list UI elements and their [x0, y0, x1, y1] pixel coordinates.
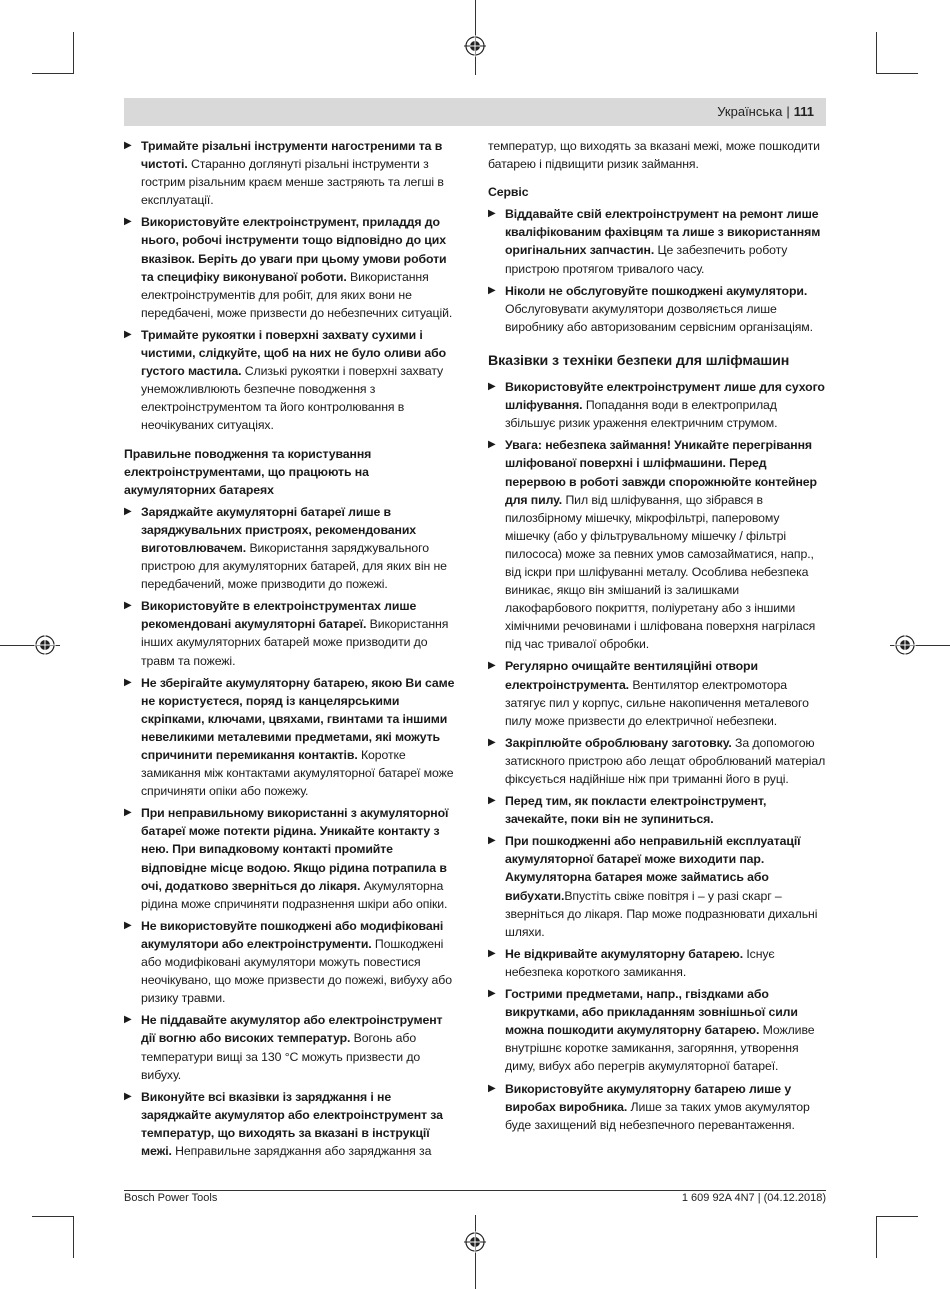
- bullet-item: [124, 597, 458, 669]
- service-bullet-list: [488, 205, 826, 336]
- bullet-bold-text: Ніколи не обслуговуйте пошкоджені акумулятори.: [505, 283, 808, 298]
- bullet-arrow-icon: ▶: [488, 439, 496, 451]
- header-text: Українська | 111: [717, 104, 814, 119]
- footer-doc-code: 1 609 92A 4N7 | (04.12.2018): [681, 1192, 826, 1204]
- bullet-body-text: Лише за таких умов акумулятор буде захищений від небезпечного перевантаження.: [505, 1099, 810, 1132]
- bullet-bold-text: Перед тим, як покласти електроінструмент, зачекайте, поки він не зупиниться.: [505, 794, 767, 827]
- bullet-bold-text: Тримайте різальні інструменти нагостреними та в чистоті.: [141, 139, 443, 172]
- bullet-arrow-icon: ▶: [488, 208, 496, 220]
- bullet-body-text: Вентилятор електромотора затягує пил у корпус, сильне накопичення металевого пилу може призвести до електричної небезпеки.: [505, 677, 809, 728]
- bullet-item: [124, 674, 458, 801]
- bullet-arrow-icon: ▶: [488, 660, 496, 672]
- footer-brand: Bosch Power Tools: [124, 1192, 218, 1204]
- bullet-body-text: Обслуговувати акумулятори дозволяється лише виробнику або авторизованим сервісним організаціям.: [505, 301, 813, 334]
- bullet-body-text: Можливе внутрішнє коротке замикання, загоряння, утворення диму, вибух або перегрів акумуляторної батареї.: [505, 1023, 815, 1074]
- page-number: 111: [793, 104, 814, 119]
- footer-divider: [124, 1190, 826, 1191]
- bullet-item: [124, 137, 458, 209]
- bullet-bold-text: Заряджайте акумуляторні батареї лише в заряджувальних пристроях, рекомендованих виготовлювачем.: [141, 504, 417, 555]
- bullet-bold-text: Виконуйте всі вказівки із заряджання і не заряджайте акумулятор або електроінструмент за температур, що виходять за вказані в інструкції межі.: [141, 1089, 443, 1158]
- bullet-item: [488, 832, 826, 941]
- bullet-bold-text: Не відкривайте акумуляторну батарею.: [505, 946, 744, 961]
- bullet-body-text: Акумуляторна рідина може спричиняти подразнення шкіри або опіки.: [141, 878, 448, 911]
- bullet-item: [488, 1080, 826, 1134]
- bullet-arrow-icon: ▶: [124, 676, 132, 688]
- bullet-body-text: За допомогою затискного пристрою або лещат оброблюваний матеріал фіксується надійніше ніж при триманні його в руці.: [505, 735, 826, 786]
- bullet-body-text: Використання заряджувального пристрою для акумуляторних батарей, для яких він не передбачений, може призводити до пожежі.: [141, 540, 447, 592]
- bullet-item: [488, 985, 826, 1075]
- bullet-arrow-icon: ▶: [124, 1014, 132, 1026]
- bullet-arrow-icon: ▶: [488, 1082, 496, 1094]
- bullet-body-text: Попадання води в електроприлад збільшує ризик ураження електричним струмом.: [505, 398, 778, 431]
- bullet-body-text: Неправильне заряджання або заряджання за: [171, 1143, 432, 1158]
- bullet-bold-text: Не піддавайте акумулятор або електроінструмент дії вогню або високих температур.: [141, 1013, 443, 1046]
- bullet-item: [488, 378, 826, 432]
- bullet-body-text: Використання електроінструментів для робіт, для яких вони не передбачені, може призвести до небезпечних ситуацій.: [141, 269, 453, 320]
- bullet-bold-text: Увага: небезпека займання! Уникайте перегрівання шліфованої поверхні і шліфмашини. Перед перервою в роботі завжди спорожнюйте контейнер для пилу.: [505, 438, 817, 507]
- bullet-arrow-icon: ▶: [488, 736, 496, 748]
- bullet-arrow-icon: ▶: [124, 216, 132, 228]
- bullet-bold-text: Використовуйте електроінструмент лише для сухого шліфування.: [505, 380, 825, 413]
- bullet-item: [488, 945, 826, 981]
- bullet-body-text: Це забезпечить роботу пристрою протягом тривалого часу.: [505, 243, 788, 276]
- crop-mark: [876, 73, 918, 74]
- bullet-bold-text: При неправильному використанні з акумуляторної батареї може потекти рідина. Уникайте контакту з нею. При випадковому контакті промийте відповідне місце водою. Якщо рідина потрапила в очі, додатково зверніться до лікаря.: [141, 806, 449, 893]
- bullet-item: [488, 205, 826, 277]
- bullet-item: [488, 436, 826, 653]
- battery-subheading: Правильне поводження та користування електроінструментами, що працюють на акумуляторних батареях: [124, 446, 372, 497]
- service-heading: Сервіс: [488, 185, 529, 200]
- bullet-item: [488, 734, 826, 788]
- bullet-item: [488, 792, 826, 828]
- bullet-arrow-icon: ▶: [488, 381, 496, 393]
- bullet-arrow-icon: ▶: [124, 600, 132, 612]
- bullet-item: [124, 213, 458, 322]
- crop-mark: [876, 1216, 877, 1258]
- crop-mark: [32, 73, 74, 74]
- crop-mark: [32, 1216, 74, 1217]
- bullet-body-text: Вогонь або температури вищі за 130 °C можуть призвести до вибуху.: [141, 1031, 421, 1082]
- bullet-item: [124, 1011, 458, 1083]
- bullet-item: [488, 657, 826, 729]
- bullet-bold-text: Віддавайте свій електроінструмент на ремонт лише кваліфікованим фахівцям та лише з використанням оригінальних запчастин.: [505, 207, 821, 258]
- bullet-body-text: Слизькі рукоятки і поверхні захвату унеможливлюють безпечне поводження з електроінструментом та його контролювання в неочікуваних ситуаціях.: [141, 364, 444, 433]
- crop-mark: [876, 1216, 918, 1217]
- bullet-arrow-icon: ▶: [488, 795, 496, 807]
- bullet-item: [124, 503, 458, 593]
- bullet-arrow-icon: ▶: [488, 988, 496, 1000]
- bullet-bold-text: Тримайте рукоятки і поверхні захвату сухими і чистими, слідкуйте, щоб на них не було оливи або густого мастила.: [141, 327, 447, 379]
- bullet-bold-text: Гострими предметами, напр., гвіздками або викрутками, або прикладанням зовнішньої сили можна пошкодити акумуляторну батарею.: [505, 987, 798, 1038]
- registration-mark-icon: [894, 634, 916, 656]
- page-header: [124, 98, 826, 126]
- bullet-bold-text: Використовуйте в електроінструментах лише рекомендовані акумуляторні батареї.: [141, 599, 417, 632]
- bullet-bold-text: Не зберігайте акумуляторну батарею, якою Ви саме не користуєтеся, поряд із канцелярськими скріпками, ключами, цвяхами, гвинтами та іншими невеликими металевими предметами, які можуть спричинити перемикання контактів.: [141, 675, 455, 762]
- bullet-bold-text: При пошкодженні або неправильній експлуатації акумуляторної батареї може виходити пар. Акумуляторна батарея може займатись або вибухати.: [505, 834, 801, 903]
- bullet-arrow-icon: ▶: [124, 1090, 132, 1102]
- sander-safety-list: [488, 378, 826, 1134]
- bullet-arrow-icon: ▶: [124, 328, 132, 340]
- registration-mark-icon: [34, 634, 56, 656]
- bullet-item: [124, 804, 458, 913]
- bullet-item: [488, 282, 826, 336]
- bullet-arrow-icon: ▶: [124, 140, 132, 151]
- bullet-body-text: Пошкоджені або модифіковані акумулятори можуть повестися неочікувано, що може призвести до пожежі, вибуху або ризику травми.: [141, 936, 452, 1006]
- registration-mark-icon: [464, 1231, 486, 1253]
- continued-text: температур, що виходять за вказані межі, може пошкодити батарею і підвищити ризик займання.: [488, 139, 820, 172]
- bullet-item: [124, 1088, 458, 1160]
- bullet-body-text: Існує небезпека короткого замикання.: [505, 946, 775, 979]
- crop-mark: [73, 1216, 74, 1258]
- left-bullet-list: [124, 137, 458, 435]
- bullet-bold-text: Використовуйте акумуляторну батарею лише у виробах виробника.: [505, 1081, 792, 1114]
- bullet-item: [124, 326, 458, 435]
- bullet-bold-text: Не використовуйте пошкоджені або модифіковані акумулятори або електроінструменти.: [141, 918, 444, 951]
- bullet-arrow-icon: ▶: [124, 505, 132, 517]
- bullet-arrow-icon: ▶: [488, 947, 496, 959]
- bullet-bold-text: Закріплюйте оброблювану заготовку.: [505, 735, 732, 750]
- bullet-bold-text: Використовуйте електроінструмент, приладдя до нього, робочі інструменти тощо відповідно до цих вказівок. Беріть до уваги при цьому умови роботи та специфіку виконуваної роботи.: [141, 215, 447, 284]
- battery-bullet-list: [124, 503, 458, 1160]
- bullet-arrow-icon: ▶: [124, 807, 132, 819]
- bullet-body-text: Старанно доглянуті різальні інструменти з гострим різальним краєм менше застряють та легші в експлуатації.: [141, 157, 444, 208]
- bullet-bold-text: Регулярно очищайте вентиляційні отвори електроінструмента.: [505, 659, 758, 692]
- section-title: Вказівки з техніки безпеки для шліфмашин: [488, 352, 790, 369]
- bullet-body-text: Пил від шліфування, що зібрався в пилозбірному мішечку, мікрофільтрі, паперовому мішечку (або у фільтрувальному мішечку / фільтрі пилососа) може за певних умов самозайматися, напр., від іскри при шліфуванні металу. Особлива небезпека виникає, якщо він змішаний із залишками лакофарбового покриття, поліуретану або з іншими хімічними речовинами і шліфована поверхня нагрілася під час тривалої обробки.: [505, 492, 816, 652]
- right-column: [488, 137, 826, 1138]
- bullet-arrow-icon: ▶: [124, 919, 132, 931]
- crop-mark: [73, 32, 74, 74]
- bullet-body-text: Використання інших акумуляторних батарей може призводити до травм та пожежі.: [141, 617, 449, 668]
- bullet-item: [124, 917, 458, 1007]
- left-column: [124, 137, 458, 1164]
- registration-mark-icon: [464, 35, 486, 57]
- bullet-body-text: Коротке замикання між контактами акумуляторної батареї може спричиняти опіки або пожежу.: [141, 748, 454, 799]
- crop-mark: [876, 32, 877, 74]
- header-language: Українська: [717, 104, 783, 119]
- bullet-arrow-icon: ▶: [488, 284, 496, 296]
- bullet-body-text: Впустіть свіже повітря і – у разі скарг – зверніться до лікаря. Пар може подразнювати дихальні шляхи.: [505, 888, 818, 939]
- bullet-arrow-icon: ▶: [488, 835, 496, 847]
